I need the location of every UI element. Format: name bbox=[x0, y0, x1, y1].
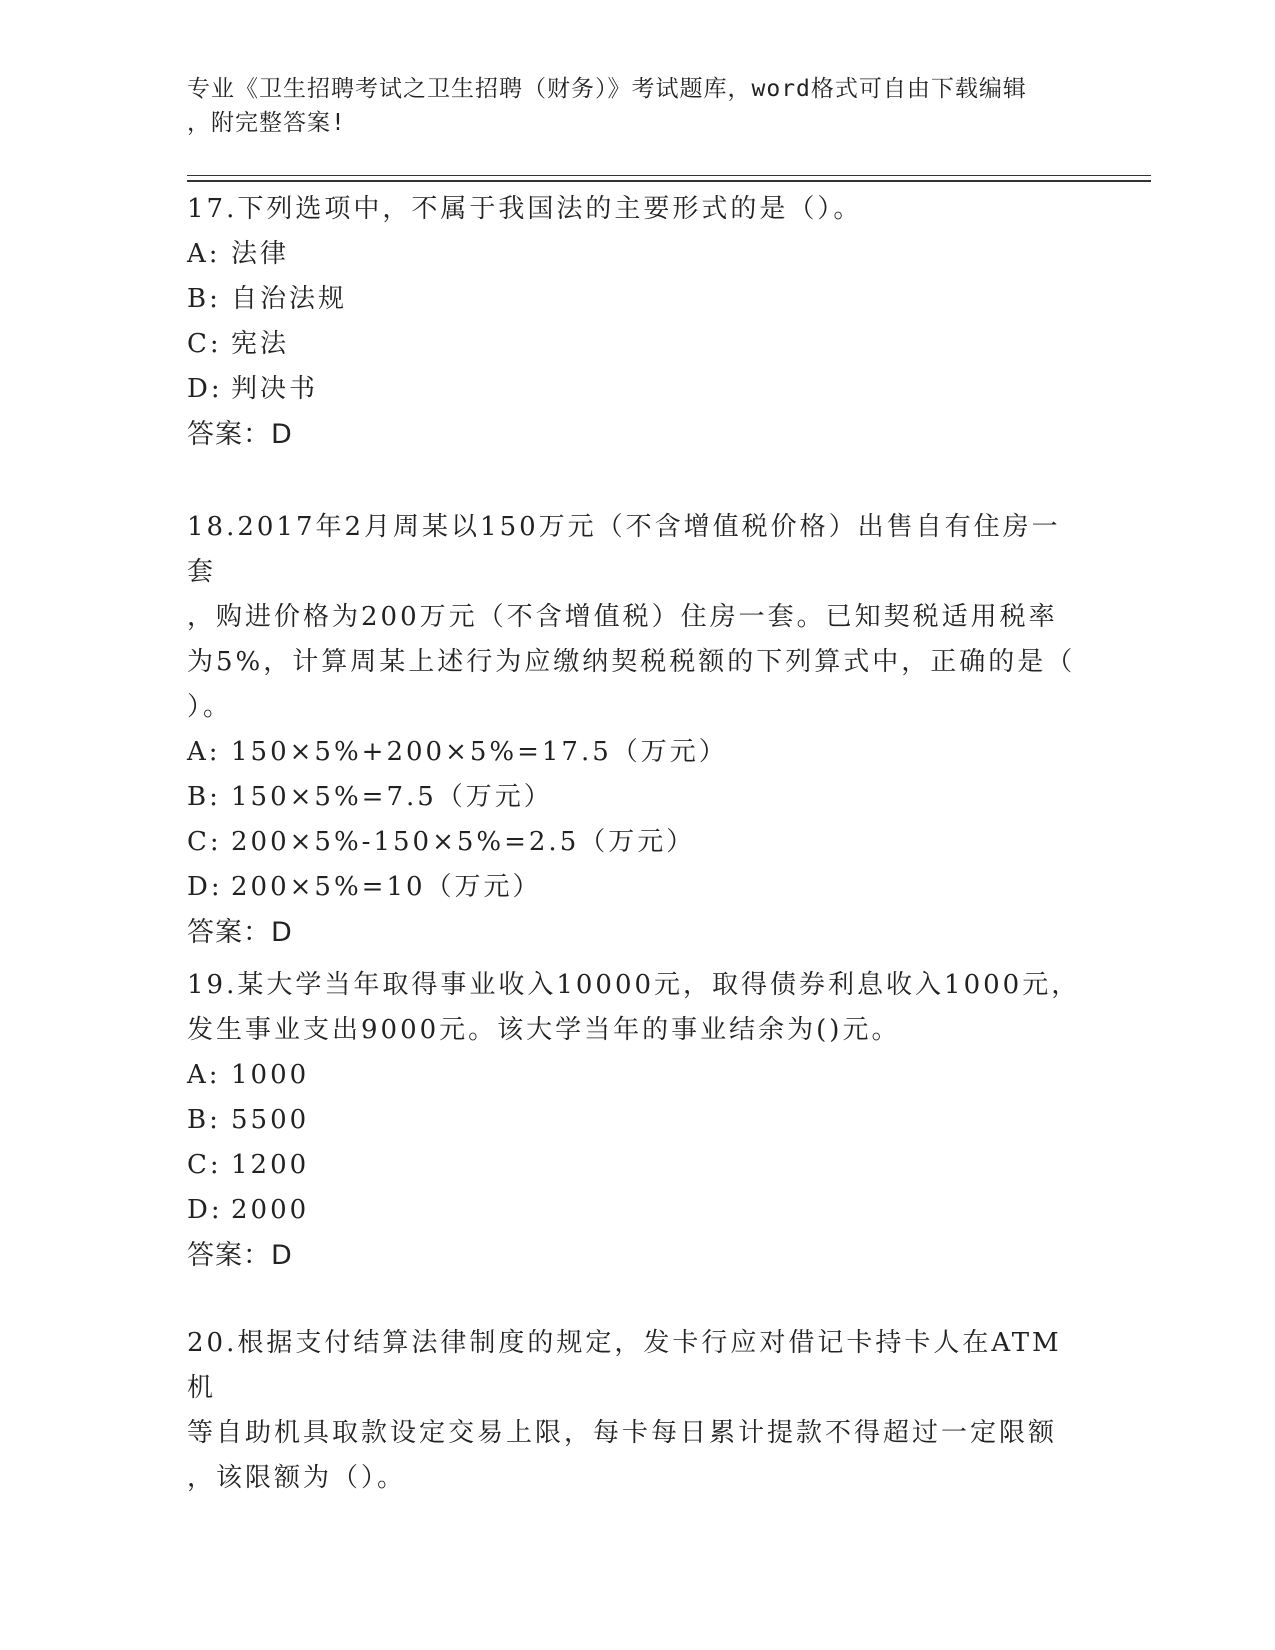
option-text: 自治法规 bbox=[231, 284, 348, 314]
option-b bbox=[187, 1098, 1087, 1143]
option-text: 1200 bbox=[231, 1150, 310, 1180]
option-c bbox=[187, 322, 1087, 367]
option-text: 150×5%=7.5（万元） bbox=[231, 782, 553, 812]
option-d bbox=[187, 1188, 1087, 1233]
option-letter: B: bbox=[187, 284, 221, 314]
option-letter: D: bbox=[187, 1195, 223, 1225]
option-text: 1000 bbox=[231, 1060, 310, 1090]
question-text-line: ，该限额为（）。 bbox=[187, 1463, 407, 1493]
option-letter: A: bbox=[187, 737, 221, 767]
question-text-line: 等自助机具取款设定交易上限，每卡每日累计提款不得超过一定限额 bbox=[187, 1418, 1058, 1448]
option-letter: B: bbox=[187, 1105, 221, 1135]
question-17 bbox=[187, 187, 1087, 458]
option-letter: A: bbox=[187, 239, 221, 269]
question-text-line: 20.根据支付结算法律制度的规定，发卡行应对借记卡持卡人在ATM机 bbox=[187, 1328, 1062, 1403]
answer-line: 答案：D bbox=[187, 1240, 293, 1271]
document-header bbox=[187, 72, 1087, 140]
option-text: 宪法 bbox=[231, 329, 290, 359]
option-text: 5500 bbox=[231, 1105, 310, 1135]
option-letter: C: bbox=[187, 1150, 222, 1180]
option-d bbox=[187, 367, 1087, 412]
option-text: 200×5%=10（万元） bbox=[231, 872, 542, 902]
option-c bbox=[187, 1143, 1087, 1188]
option-text: 2000 bbox=[231, 1195, 310, 1225]
question-19 bbox=[187, 963, 1087, 1279]
option-text: 150×5%+200×5%=17.5（万元） bbox=[231, 737, 728, 767]
option-letter: C: bbox=[187, 827, 222, 857]
question-text-line: 为5%，计算周某上述行为应缴纳契税税额的下列算式中，正确的是（ bbox=[187, 647, 1076, 677]
option-c bbox=[187, 820, 1087, 865]
question-text-line: 17.下列选项中，不属于我国法的主要形式的是（）。 bbox=[187, 194, 863, 224]
option-a bbox=[187, 730, 1087, 775]
option-letter: A: bbox=[187, 1060, 221, 1090]
answer-line: 答案：D bbox=[187, 917, 293, 948]
question-18 bbox=[187, 505, 1087, 956]
option-text: 200×5%-150×5%=2.5（万元） bbox=[231, 827, 696, 857]
option-b bbox=[187, 775, 1087, 820]
option-d bbox=[187, 865, 1087, 910]
header-divider-thick bbox=[187, 180, 1151, 182]
header-divider-thin bbox=[187, 175, 1151, 176]
option-letter: D: bbox=[187, 872, 223, 902]
option-text: 判决书 bbox=[231, 374, 319, 404]
option-b bbox=[187, 277, 1087, 322]
option-letter: B: bbox=[187, 782, 221, 812]
question-text-line: ，购进价格为200万元（不含增值税）住房一套。已知契税适用税率 bbox=[187, 602, 1058, 632]
option-a bbox=[187, 1053, 1087, 1098]
answer-line: 答案：D bbox=[187, 419, 293, 450]
header-line-2: ，附完整答案! bbox=[187, 110, 346, 136]
question-text-line: 发生事业支出9000元。该大学当年的事业结余为()元。 bbox=[187, 1015, 901, 1045]
option-a bbox=[187, 232, 1087, 277]
option-letter: C: bbox=[187, 329, 222, 359]
question-20 bbox=[187, 1321, 1087, 1501]
header-line-1: 专业《卫生招聘考试之卫生招聘（财务）》考试题库，word格式可自由下载编辑 bbox=[187, 76, 1027, 102]
question-text-line: 19.某大学当年取得事业收入10000元，取得债券利息收入1000元， bbox=[187, 970, 1081, 1000]
question-text-line: ）。 bbox=[187, 692, 233, 722]
question-text-line: 18.2017年2月周某以150万元（不含增值税价格）出售自有住房一套 bbox=[187, 512, 1061, 587]
option-letter: D: bbox=[187, 374, 223, 404]
option-text: 法律 bbox=[231, 239, 290, 269]
